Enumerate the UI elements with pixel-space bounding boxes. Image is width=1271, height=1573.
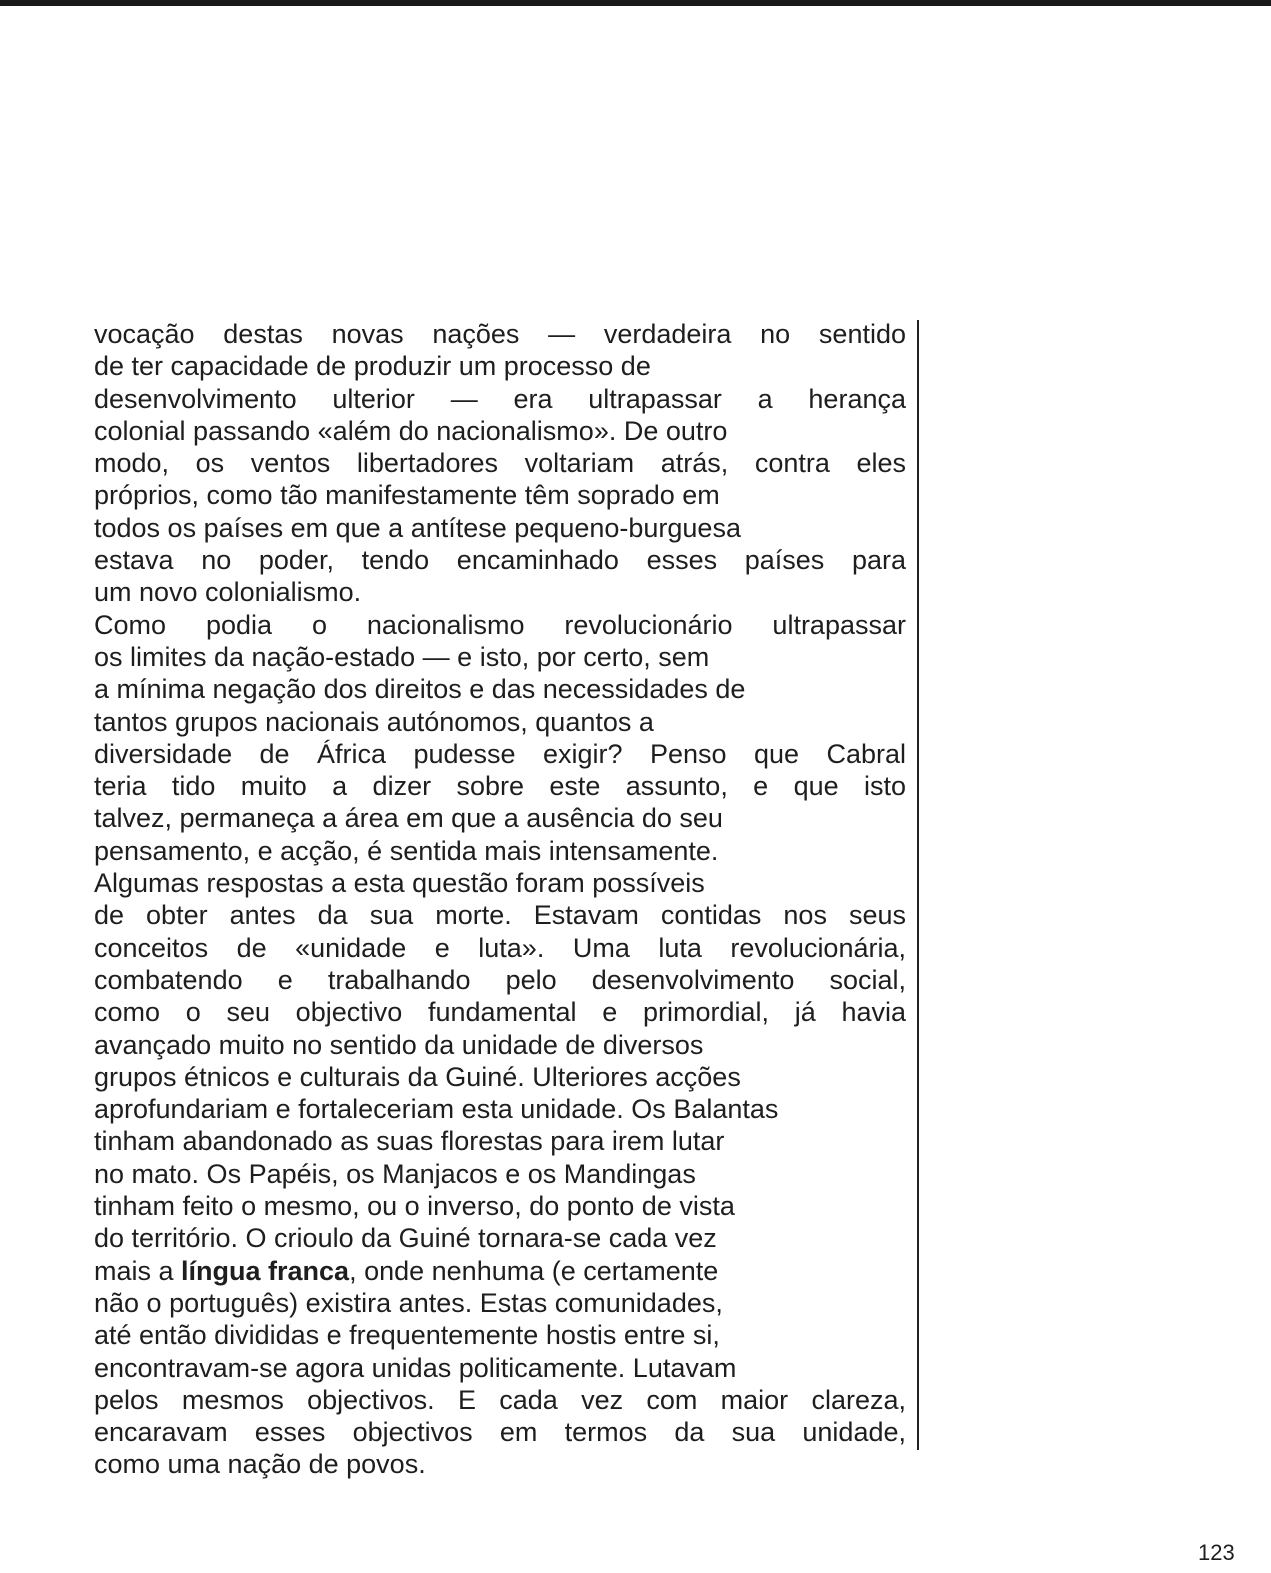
text-line: não o português) existira antes. Estas comunidades, [94,1287,723,1318]
text-line: do território. O crioulo da Guiné tornara-se cada vez [94,1223,717,1254]
text-line: conceitos de «unidade e luta». Uma luta revolucionária, [94,932,906,963]
text-line: encaravam esses objectivos em termos da sua unidade, [94,1417,906,1448]
text-line: como o seu objectivo fundamental e primordial, já havia [94,997,906,1028]
text-line: a mínima negação dos direitos e das necessidades de [94,674,746,705]
text-line: pensamento, e acção, é sentida mais intensamente. [94,835,719,866]
text-line: um novo colonialismo. [94,577,362,608]
emphasized-term: língua franca [181,1255,350,1286]
text-line: como uma nação de povos. [94,1449,426,1480]
text-line: todos os países em que a antítese pequeno-burguesa [94,512,741,543]
text-line: no mato. Os Papéis, os Manjacos e os Mandingas [94,1158,696,1189]
text-line: estava no poder, tendo encaminhado esses países para [94,545,906,576]
text-line: de obter antes da sua morte. Estavam contidas nos seus [94,900,906,931]
text-line: colonial passando «além do nacionalismo». De outro [94,415,728,446]
margin-vertical-rule [917,320,919,1450]
text-line: avançado muito no sentido da unidade de diversos [94,1029,704,1060]
text-line: Algumas respostas a esta questão foram possíveis [94,868,705,899]
text-fragment: mais a [94,1255,182,1286]
text-line: encontravam-se agora unidas politicamente. Lutavam [94,1352,737,1383]
text-line: tinham abandonado as suas florestas para irem lutar [94,1126,725,1157]
text-line: teria tido muito a dizer sobre este assunto, e que isto [94,771,906,802]
text-line: grupos étnicos e culturais da Guiné. Ulteriores acções [94,1061,741,1092]
text-line: modo, os ventos libertadores voltariam atrás, contra eles [94,448,906,479]
text-line: até então divididas e frequentemente hostis entre si, [94,1320,720,1351]
text-line: desenvolvimento ulterior — era ultrapassar a herança [94,383,906,414]
text-line: os limites da nação-estado — e isto, por certo, sem [94,641,710,672]
text-line: diversidade de África pudesse exigir? Penso que Cabral [94,738,906,769]
text-line: aprofundariam e fortaleceriam esta unidade. Os Balantas [94,1094,779,1125]
page-top-border [0,0,1271,6]
text-line: tinham feito o mesmo, ou o inverso, do ponto de vista [94,1191,735,1222]
body-text [94,318,906,1481]
page-number: 123 [1198,1540,1235,1565]
text-line: de ter capacidade de produzir um processo de [94,351,651,382]
text-fragment: , onde nenhuma (e certamente [349,1255,719,1286]
text-line: próprios, como tão manifestamente têm soprado em [94,480,720,511]
text-line: Como podia o nacionalismo revolucionário ultrapassar [94,609,906,640]
text-line: tantos grupos nacionais autónomos, quantos a [94,706,654,737]
text-line [94,1255,906,1287]
text-line: combatendo e trabalhando pelo desenvolvimento social, [94,964,906,995]
text-line: talvez, permaneça a área em que a ausência do seu [94,803,723,834]
text-line: vocação destas novas nações — verdadeira no sentido [94,319,906,349]
text-line: pelos mesmos objectivos. E cada vez com maior clareza, [94,1384,906,1415]
